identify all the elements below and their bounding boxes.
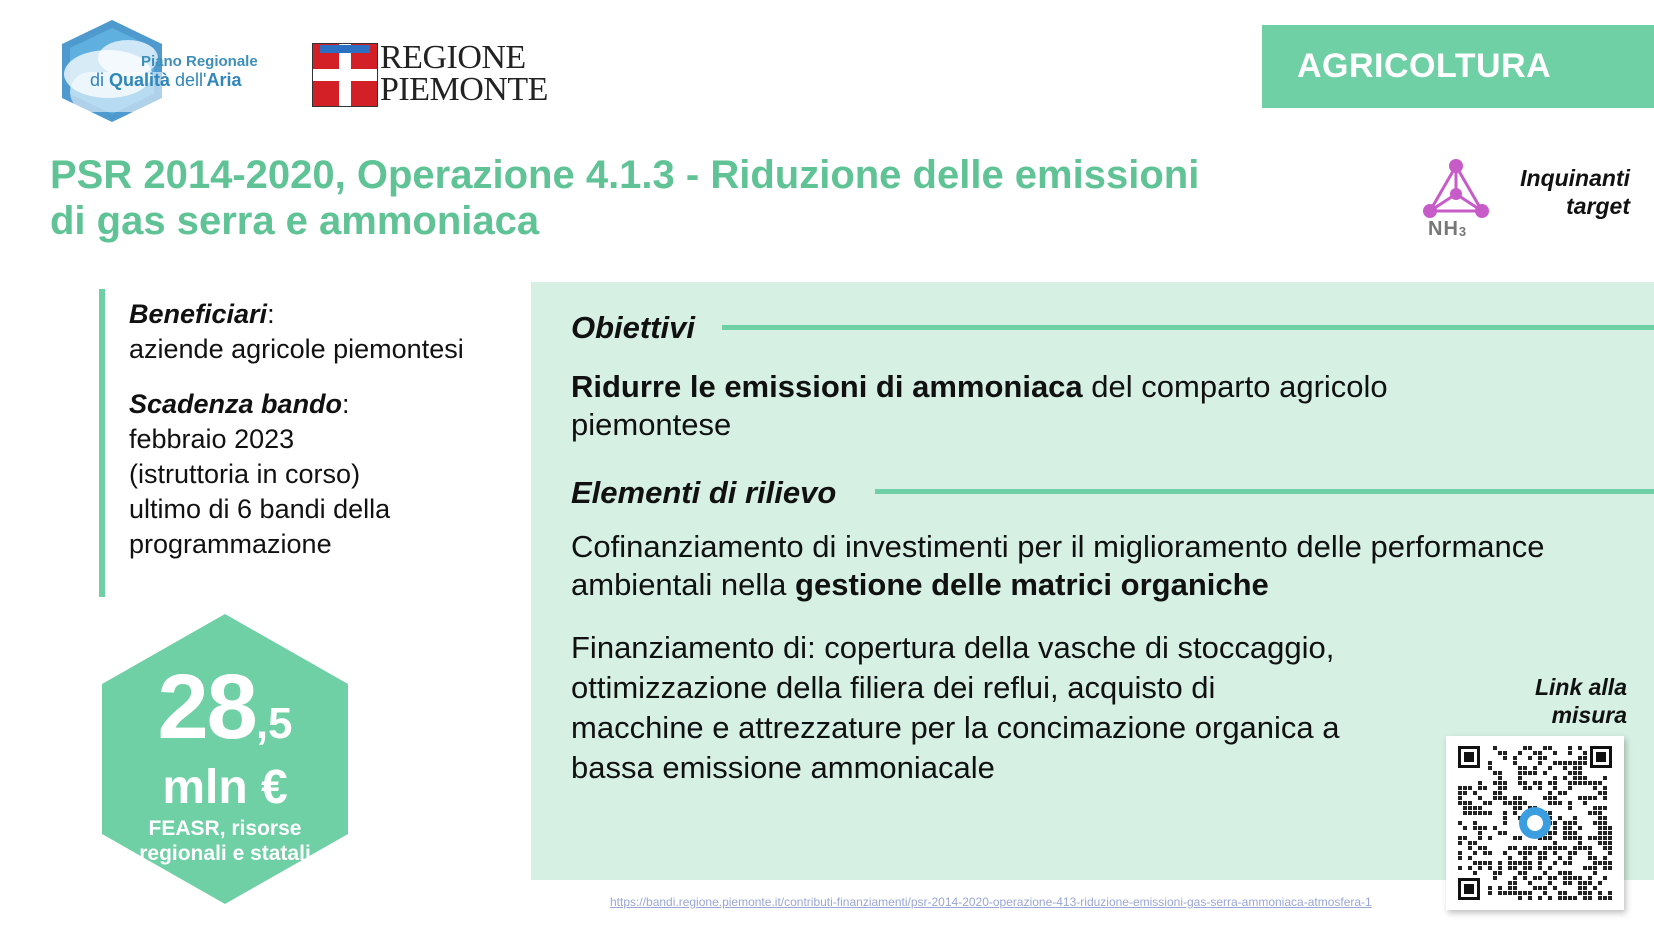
target-pollutants-label: Inquinanti target [1520, 165, 1630, 219]
scadenza-block: Scadenza bando: febbraio 2023 (istruttoria in corso) ultimo di 6 bandi della programmazione [129, 389, 391, 559]
info-column [129, 297, 489, 582]
obiettivi-heading: Obiettivi [571, 310, 696, 345]
obiettivi-text: Ridurre le emissioni di ammoniaca del comparto agricolo piemontese [571, 369, 1388, 442]
budget-unit: mln € [162, 761, 288, 814]
elementi-heading: Elementi di rilievo [571, 475, 837, 510]
measure-link[interactable]: https://bandi.regione.piemonte.it/contributi-finanziamenti/psr-2014-2020-operazione-413-riduzione-emissioni-gas-serra-ammoniaca-atmosfera-1 [610, 895, 1372, 909]
budget-amount: 28,5 [157, 656, 293, 758]
elementi-paragraph-2: Finanziamento di: copertura della vasche di stoccaggio, ottimizzazione della filiera dei reflui, acquisto di macchine e attrezzature per la concimazione organica a bassa emissione ammoniacale [571, 630, 1340, 785]
link-label: Link alla misura [1534, 674, 1627, 728]
sector-badge: AGRICOLTURA [1262, 25, 1654, 108]
beneficiari-block: Beneficiari: aziende agricole piemontesi [129, 299, 464, 364]
logo-text-line1: Piano Regionale [141, 53, 258, 70]
elementi-paragraph-1: Cofinanziamento di investimenti per il miglioramento delle performance ambientali nella gestione delle matrici organiche [571, 529, 1545, 602]
pollutant-formula: $NH_3$ [1428, 218, 1468, 240]
page-title: PSR 2014-2020, Operazione 4.1.3 - Riduzione delle emissioni di gas serra e ammoniaca [50, 153, 1200, 243]
elementi-divider [875, 489, 1654, 494]
regione-piemonte-wordmark: REGIONE PIEMONTE [380, 39, 548, 108]
regione-piemonte-flag-icon [312, 43, 378, 107]
qr-code[interactable] [1446, 736, 1624, 910]
logo-text-line2: di Qualità dell'Aria [90, 70, 242, 90]
obiettivi-divider [722, 325, 1654, 330]
qr-code-icon [1446, 736, 1624, 910]
left-accent-bar [99, 289, 105, 597]
budget-source: FEASR, risorse regionali e statali [139, 817, 311, 865]
